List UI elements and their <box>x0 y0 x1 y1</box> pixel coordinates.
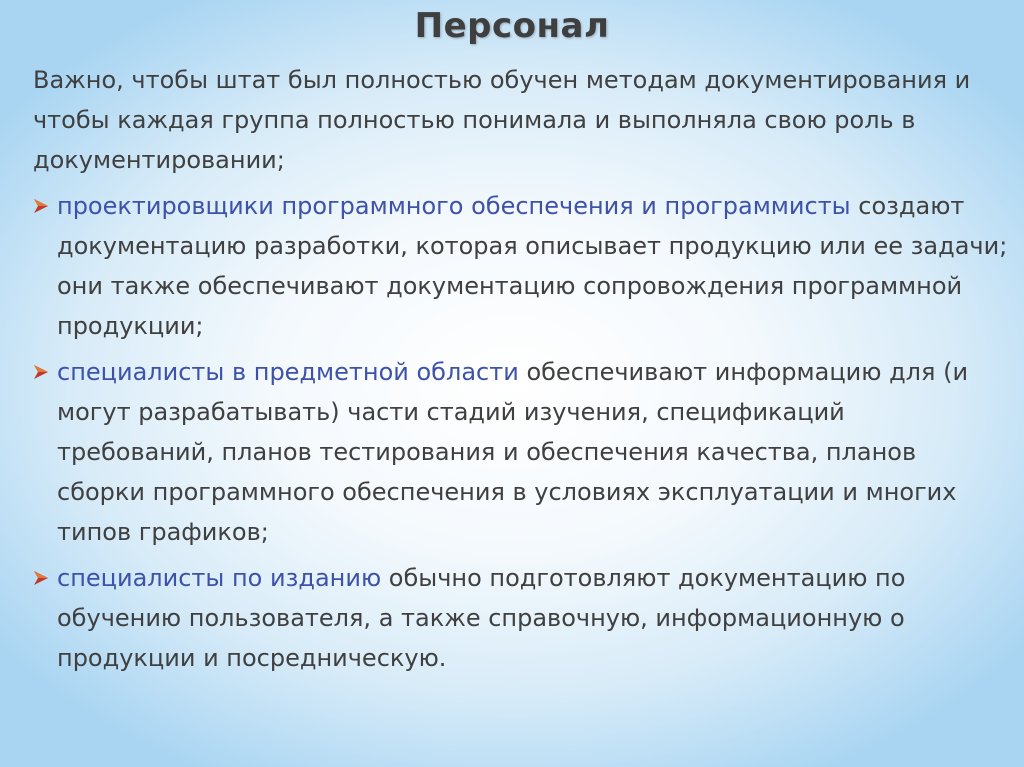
bullet-text: обеспечивают информацию для (и могут разрабатывать) части стадий изучения, спецификаций требований, планов тестирования и обеспечения качества, планов сборки программного обеспечения в условиях эксплуатации и многих типов графиков; <box>57 358 969 546</box>
bullet-term: специалисты по изданию <box>57 564 382 592</box>
bullet-term: проектировщики программного обеспечения и программисты <box>57 192 851 220</box>
bullet-item <box>33 186 1008 346</box>
bullet-item <box>33 558 1008 678</box>
bullet-text: обычно подготовляют документацию по обучению пользователя, а также справочную, информационную о продукции и посредническую. <box>57 564 906 672</box>
slide-title: Персонал <box>414 6 610 46</box>
bullet-text: создают документацию разработки, которая описывает продукцию или ее задачи; они также обеспечивают документацию сопровождения программной продукции; <box>57 192 1008 340</box>
slide-content <box>33 60 1008 678</box>
intro-paragraph: Важно, чтобы штат был полностью обучен методам документирования и чтобы каждая группа полностью понимала и выполняла свою роль в документировании; <box>33 66 971 174</box>
arrowhead-bullet-icon <box>33 198 49 214</box>
bullet-term: специалисты в предметной области <box>57 358 519 386</box>
arrowhead-bullet-icon <box>33 570 49 586</box>
bullet-item <box>33 352 1008 552</box>
arrowhead-bullet-icon <box>33 364 49 380</box>
